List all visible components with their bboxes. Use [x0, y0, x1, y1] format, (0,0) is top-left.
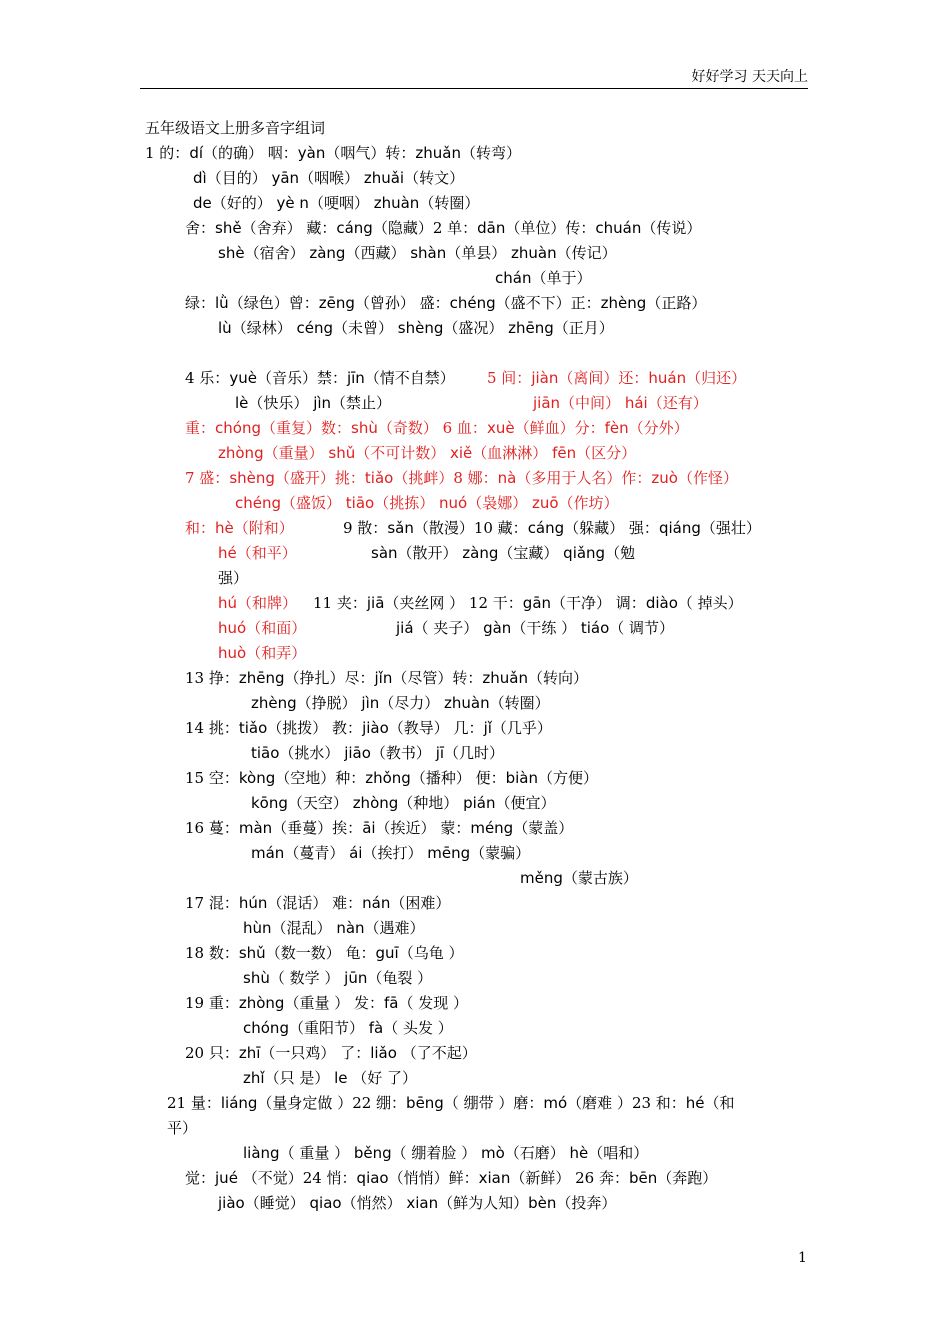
word-line: 和：hè（附和）	[185, 519, 294, 537]
word-line: tiāo（挑水） jiāo（教书） jī（几时）	[251, 744, 505, 762]
word-line: jiào（睡觉） qiao（悄然） xian（鲜为人知）bèn（投奔）	[218, 1194, 617, 1212]
word-line: jiá（ 夹子） gàn（干练 ） tiáo（ 调节）	[396, 619, 675, 637]
word-line: chéng（盛饭） tiāo（挑拣） nuó（袅娜） zuō（作坊）	[235, 494, 619, 512]
page-number: 1	[798, 1250, 807, 1266]
word-line: chóng（重阳节） fà（ 头发 ）	[243, 1019, 453, 1037]
word-line: 1 的：dí（的确） 咽：yàn（咽气）转：zhuǎn（转弯）	[145, 144, 521, 162]
word-line: zhòng（重量） shǔ（不可计数） xiě（血淋淋） fēn（区分）	[218, 444, 637, 462]
word-line: zhèng（挣脱） jìn（尽力） zhuàn（转圈）	[251, 694, 550, 712]
word-line: hé（和平）	[218, 544, 297, 562]
word-line: shè（宿舍） zàng（西藏） shàn（单县） zhuàn（传记）	[218, 244, 617, 262]
word-line: 21 量：liáng（量身定做 ）22 绷：bēng（ 绷带 ）磨：mó（磨难 ）23 和：hé（和	[167, 1094, 735, 1112]
word-line: mán（蔓青） ái（挨打） mēng（蒙骗）	[251, 844, 531, 862]
word-line: jiān（中间） hái（还有）	[533, 394, 708, 412]
word-line: 舍：shě（舍弃） 藏：cáng（隐藏）2 单：dān（单位）传：chuán（传说）	[185, 219, 702, 237]
word-line: 14 挑：tiǎo（挑拨） 教：jiào（教导） 几：jǐ（几乎）	[185, 719, 552, 737]
word-line: shù（ 数学 ） jūn（龟裂 ）	[243, 969, 433, 987]
word-line: 15 空：kòng（空地）种：zhǒng（播种） 便：biàn（方便）	[185, 769, 599, 787]
header-motto: 好好学习 天天向上	[691, 69, 808, 85]
word-line: 平）	[167, 1119, 198, 1137]
word-line: 11 夹：jiā（夹丝网 ） 12 干：gān（干净） 调：diào（ 掉头）	[313, 594, 743, 612]
word-line: 13 挣：zhēng（挣扎）尽：jǐn（尽管）转：zhuǎn（转向）	[185, 669, 588, 687]
word-line: 重：chóng（重复）数：shù（奇数） 6 血：xuè（鲜血）分：fèn（分外）	[185, 419, 689, 437]
word-line: de（好的） yè n（哽咽） zhuàn（转圈）	[193, 194, 480, 212]
word-line: 20 只：zhī（一只鸡） 了：liǎo （了不起）	[185, 1044, 477, 1062]
word-line: sàn（散开） zàng（宝藏） qiǎng（勉	[371, 544, 636, 562]
word-line: 9 散：sǎn（散漫）10 藏：cáng（躲藏） 强：qiáng（强壮）	[343, 519, 761, 537]
word-line: huò（和弄）	[218, 644, 307, 662]
document-title: 五年级语文上册多音字组词	[145, 119, 326, 137]
word-line: 7 盛：shèng（盛开）挑：tiǎo（挑衅）8 娜：nà（多用于人名）作：zuò（作怪）	[185, 469, 738, 487]
word-line: 5 间：jiàn（离间）还：huán（归还）	[487, 369, 747, 387]
word-line: 4 乐：yuè（音乐）禁：jīn（情不自禁）	[185, 369, 455, 387]
word-line: 17 混：hún（混话） 难：nán（困难）	[185, 894, 451, 912]
word-line: chán（单于）	[495, 269, 592, 287]
word-line: 18 数：shǔ（数一数） 龟：guī（乌龟 ）	[185, 944, 464, 962]
word-line: lù（绿林） céng（未曾） shèng（盛况） zhēng（正月）	[218, 319, 614, 337]
word-line: hú（和牌）	[218, 594, 298, 612]
word-line: kōng（天空） zhòng（种地） pián（便宜）	[251, 794, 556, 812]
word-line: zhǐ（只 是） le （好 了）	[243, 1069, 418, 1087]
word-line: 绿：lǜ（绿色）曾：zēng（曾孙） 盛：chéng（盛不下）正：zhèng（正路）	[185, 294, 707, 312]
word-line: dì（目的） yān（咽喉） zhuǎi（转文）	[193, 169, 465, 187]
word-line: lè（快乐） jìn（禁止）	[235, 394, 392, 412]
word-line: huó（和面）	[218, 619, 307, 637]
word-line: měng（蒙古族）	[520, 869, 638, 887]
word-line: 觉：jué （不觉）24 悄：qiao（悄悄）鲜：xian（新鲜） 26 奔：bēn（奔跑）	[185, 1169, 718, 1187]
word-line: 19 重：zhòng（重量 ） 发：fā（ 发现 ）	[185, 994, 469, 1012]
header-divider	[140, 88, 808, 89]
word-line: hùn（混乱） nàn（遇难）	[243, 919, 425, 937]
word-line: 16 蔓：màn（垂蔓）挨：āi（挨近） 蒙：méng（蒙盖）	[185, 819, 574, 837]
word-line: liàng（ 重量 ） běng（ 绷着脸 ） mò（石磨） hè（唱和）	[243, 1144, 649, 1162]
word-line: 强）	[218, 569, 249, 587]
